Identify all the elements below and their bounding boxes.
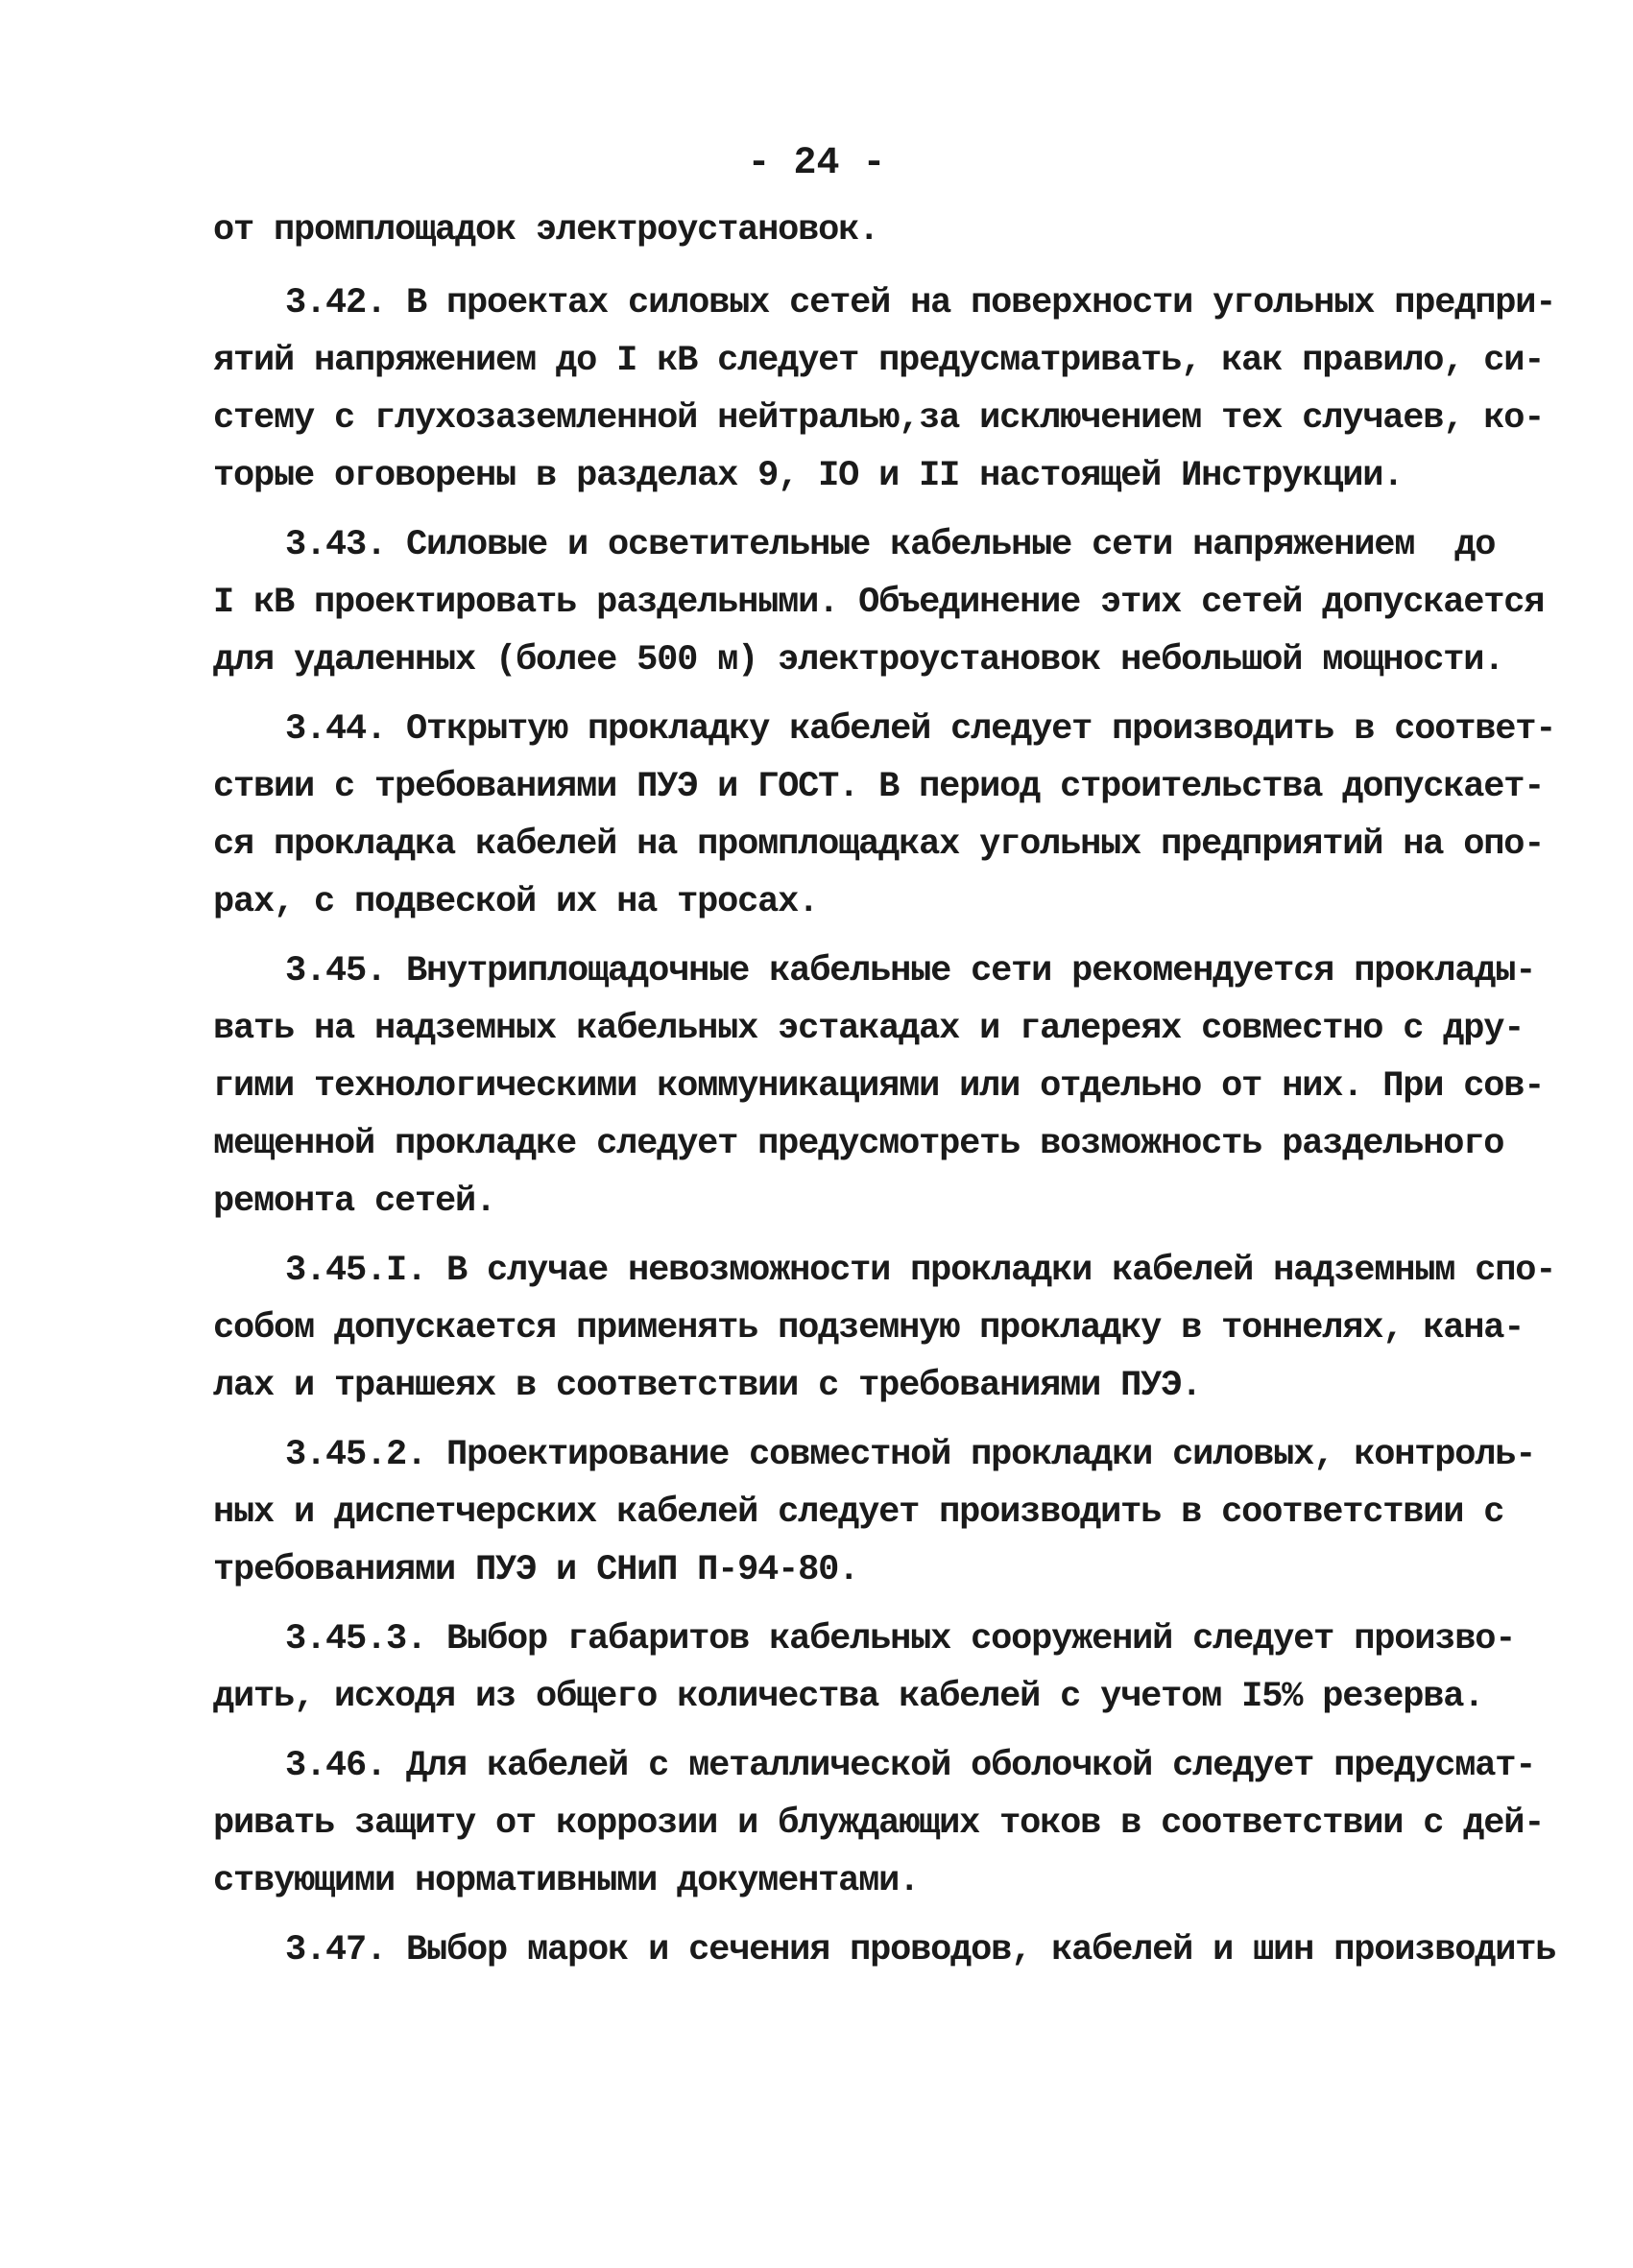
text-line: собом допускается применять подземную прокладку в тоннелях, кана- <box>213 1308 1525 1349</box>
text-line: 3.45.I. В случае невозможности прокладки кабелей надземным спо- <box>285 1251 1556 1291</box>
text-line: 3.45. Внутриплощадочные кабельные сети рекомендуется проклады- <box>285 951 1536 991</box>
text-line: ремонта сетей. <box>213 1182 496 1222</box>
text-line: мещенной прокладке следует предусмотреть возможность раздельного <box>213 1124 1504 1164</box>
text-line: 3.45.3. Выбор габаритов кабельных сооружений следует произво- <box>285 1619 1516 1659</box>
text-line: гими технологическими коммуникациями или отдельно от них. При сов- <box>213 1066 1545 1107</box>
text-line: рах, с подвеской их на тросах. <box>213 882 819 922</box>
text-line: от промплощадок электроустановок. <box>213 210 879 251</box>
text-line: требованиями ПУЭ и СНиП П-94-80. <box>213 1550 859 1590</box>
text-line: лах и траншеях в соответствии с требованиями ПУЭ. <box>213 1366 1202 1406</box>
text-line: ривать защиту от коррозии и блуждающих токов в соответствии с дей- <box>213 1803 1545 1844</box>
text-line: торые оговорены в разделах 9, IO и II настоящей Инструкции. <box>213 456 1404 496</box>
text-line: ных и диспетчерских кабелей следует производить в соответствии с <box>213 1492 1504 1533</box>
text-line: дить, исходя из общего количества кабелей с учетом I5% резерва. <box>213 1677 1484 1717</box>
text-line: I кВ проектировать раздельными. Объединение этих сетей допускается <box>213 583 1545 623</box>
text-line: вать на надземных кабельных эстакадах и галереях совместно с дру- <box>213 1009 1525 1049</box>
text-line: для удаленных (более 500 м) электроустановок небольшой мощности. <box>213 640 1504 680</box>
text-line: ся прокладка кабелей на промплощадках угольных предприятий на опо- <box>213 824 1545 865</box>
text-line: 3.44. Открытую прокладку кабелей следует производить в соответ- <box>285 709 1556 750</box>
text-line: ятий напряжением до I кВ следует предусматривать, как правило, си- <box>213 341 1545 381</box>
text-line: ствии с требованиями ПУЭ и ГОСТ. В период строительства допускает- <box>213 767 1545 807</box>
text-line: 3.45.2. Проектирование совместной прокладки силовых, контроль- <box>285 1435 1536 1475</box>
text-line: 3.47. Выбор марок и сечения проводов, кабелей и шин производить <box>285 1930 1556 1970</box>
text-line: 3.42. В проектах силовых сетей на поверхности угольных предпри- <box>285 283 1556 323</box>
text-line: 3.46. Для кабелей с металлической оболочкой следует предусмат- <box>285 1746 1536 1786</box>
page-number: - 24 - <box>747 142 886 185</box>
text-line: стему с глухозаземленной нейтралью,за исключением тех случаев, ко- <box>213 398 1545 439</box>
text-line: 3.43. Силовые и осветительные кабельные сети напряжением до <box>285 525 1496 565</box>
text-line: ствующими нормативными документами. <box>213 1861 920 1901</box>
